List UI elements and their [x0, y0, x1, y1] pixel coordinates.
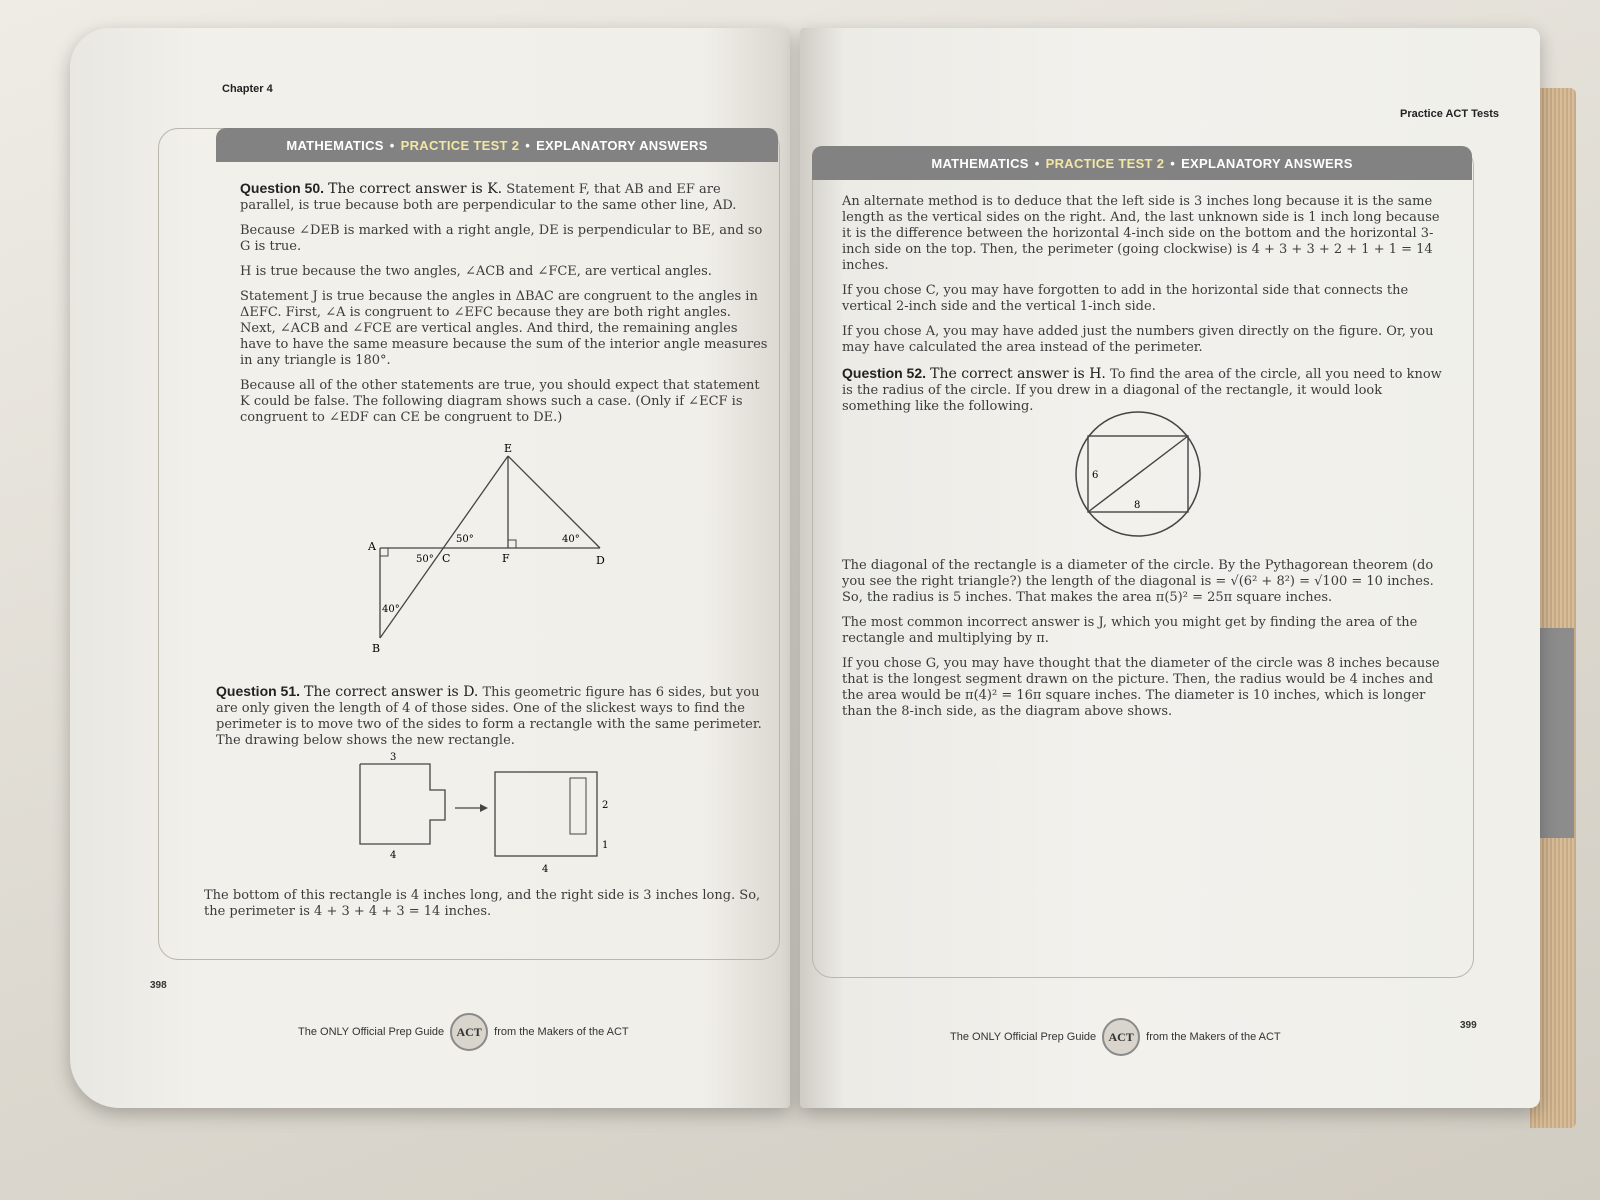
q52-heading: Question 52.: [842, 365, 927, 381]
angle-label: 50°: [416, 554, 434, 565]
q52-paragraph: The diagonal of the rectangle is a diameter of the circle. By the Pythagorean theorem (do you see the right triangle?) the length of the diagonal is = √(6² + 8²) = √100 = 10 inches. So, the radius is 5 inches. That makes the area π(5)² = 25π square inches.: [842, 558, 1434, 605]
act-seal-logo: ACT: [450, 1013, 488, 1051]
label-c: C: [442, 552, 451, 565]
line-ed: [508, 456, 600, 548]
figure-q50: [350, 438, 630, 658]
running-head-right: Practice ACT Tests: [1400, 108, 1500, 120]
band-separator: •: [525, 137, 531, 153]
q50-paragraph: Statement F, that AB and EF are parallel, is true because both are perpendicular to the same other line, AD.: [240, 182, 737, 213]
dim-label: 4: [542, 864, 549, 875]
dim-label: 2: [602, 800, 609, 811]
footer-text: from the Makers of the ACT: [1146, 1031, 1281, 1043]
label-d: D: [596, 554, 605, 567]
dim-label: 4: [390, 850, 397, 861]
right-angle-a: [380, 548, 388, 556]
label-e: E: [504, 442, 513, 455]
right-angle-f: [508, 540, 516, 548]
angle-label: 40°: [562, 534, 580, 545]
footer-text: The ONLY Official Prep Guide: [950, 1031, 1097, 1043]
q52-block: [842, 558, 1442, 729]
q50-block: [240, 180, 768, 435]
dim-label: 6: [1092, 470, 1099, 481]
dim-label: 1: [602, 840, 609, 851]
q50-paragraph: Because ∠DEB is marked with a right angle, DE is perpendicular to BE, and so G is true.: [240, 223, 763, 254]
band-section: EXPLANATORY ANSWERS: [1181, 155, 1353, 171]
band-subject: MATHEMATICS: [286, 137, 384, 153]
band-section: EXPLANATORY ANSWERS: [536, 137, 708, 153]
section-band-left: [216, 128, 778, 162]
q52-paragraph: To find the area of the circle, all you need to know is the radius of the circle. If you drew in a diagonal of the rectangle, it would look something like the following.: [842, 367, 1442, 414]
q50-heading: Question 50.: [240, 180, 325, 196]
q52-paragraph: If you chose G, you may have thought that the diameter of the circle was 8 inches because that is the longest segment drawn on the picture. Then, the radius would be 4 inches and the area would be π(4)² = 16π square inches. The diameter is 10 inches, which is longer than the 8-inch side, as the diagram above shows.: [842, 656, 1440, 719]
q51-paragraph: The bottom of this rectangle is 4 inches long, and the right side is 3 inches long. So, the perimeter is 4 + 3 + 4 + 3 = 14 inches.: [204, 888, 761, 919]
body-paragraph: If you chose C, you may have forgotten to add in the horizontal side that connects the vertical 2-inch side and the vertical 1-inch side.: [842, 283, 1409, 314]
q51-heading: Question 51.: [216, 683, 301, 699]
band-test: PRACTICE TEST 2: [400, 137, 520, 153]
q51-conclusion: [204, 888, 774, 929]
footer-left: [298, 1013, 629, 1051]
section-band-right: [812, 146, 1472, 180]
body-paragraph: An alternate method is to deduce that the left side is 3 inches long because it is the same length as the vertical sides on the right. And, the last unknown side is 1 inch long because it is the difference between the horizontal 4-inch side on the bottom and the horizontal 3-inch side on the top. Then, the perimeter (going clockwise) is 4 + 3 + 3 + 2 + 1 + 1 = 14 inches.: [842, 194, 1440, 273]
left-page: [70, 28, 790, 1108]
band-separator: •: [1170, 155, 1176, 171]
q50-paragraph: Statement J is true because the angles in ΔBAC are congruent to the angles in ΔEFC. First, ∠A is congruent to ∠EFC because they are both right angles. Next, ∠ACB and ∠FCE are vertical angles. And third, the remaining angles have to have the same measure because the sum of the interior angle measures in any triangle is 180°.: [240, 289, 768, 368]
six-sided-figure: [360, 764, 445, 844]
dim-label: 8: [1134, 500, 1141, 511]
angle-label: 40°: [382, 604, 400, 615]
q51-answer: The correct answer is D.: [304, 684, 479, 700]
q52-paragraph: The most common incorrect answer is J, which you might get by finding the area of the rectangle and multiplying by π.: [842, 615, 1418, 646]
footer-text: from the Makers of the ACT: [494, 1026, 629, 1038]
act-seal-logo: ACT: [1102, 1018, 1140, 1056]
band-subject: MATHEMATICS: [931, 155, 1029, 171]
q50-paragraph: Because all of the other statements are true, you should expect that statement K could be false. The following diagram shows such a case. (Only if ∠ECF is congruent to ∠EDF can CE be congruent to DE.): [240, 378, 760, 425]
band-test: PRACTICE TEST 2: [1045, 155, 1165, 171]
band-separator: •: [1034, 155, 1040, 171]
q51-paragraph: This geometric figure has 6 sides, but you are only given the length of 4 of those sides. One of the slickest ways to find the perimeter is to move two of the sides to form a rectangle with the same perimeter. The drawing below shows the new rectangle.: [216, 685, 762, 748]
band-separator: •: [389, 137, 395, 153]
new-rectangle: [495, 772, 597, 856]
q51-block: [216, 683, 776, 758]
figure-q51: [350, 750, 610, 880]
transform-arrow-head: [480, 804, 488, 812]
label-a: A: [368, 540, 376, 553]
running-head-left: Chapter 4: [222, 83, 273, 95]
label-b: B: [372, 642, 381, 655]
q51-continued: [842, 194, 1442, 424]
body-paragraph: If you chose A, you may have added just the numbers given directly on the figure. Or, you may have calculated the area instead of the perimeter.: [842, 324, 1434, 355]
q52-answer: The correct answer is H.: [930, 366, 1106, 382]
dim-label: 3: [390, 752, 397, 763]
footer-text: The ONLY Official Prep Guide: [298, 1026, 445, 1038]
label-f: F: [502, 552, 510, 565]
q50-paragraph: H is true because the two angles, ∠ACB and ∠FCE, are vertical angles.: [240, 264, 712, 279]
moved-sides: [570, 778, 586, 834]
page-number-right: 399: [1460, 1020, 1477, 1031]
angle-label: 50°: [456, 534, 474, 545]
right-page: [800, 28, 1540, 1108]
page-number-left: 398: [150, 980, 167, 991]
footer-right: [950, 1018, 1281, 1056]
q50-answer: The correct answer is K.: [328, 181, 503, 197]
open-book: [70, 28, 1570, 1118]
figure-q52: [1068, 404, 1208, 544]
